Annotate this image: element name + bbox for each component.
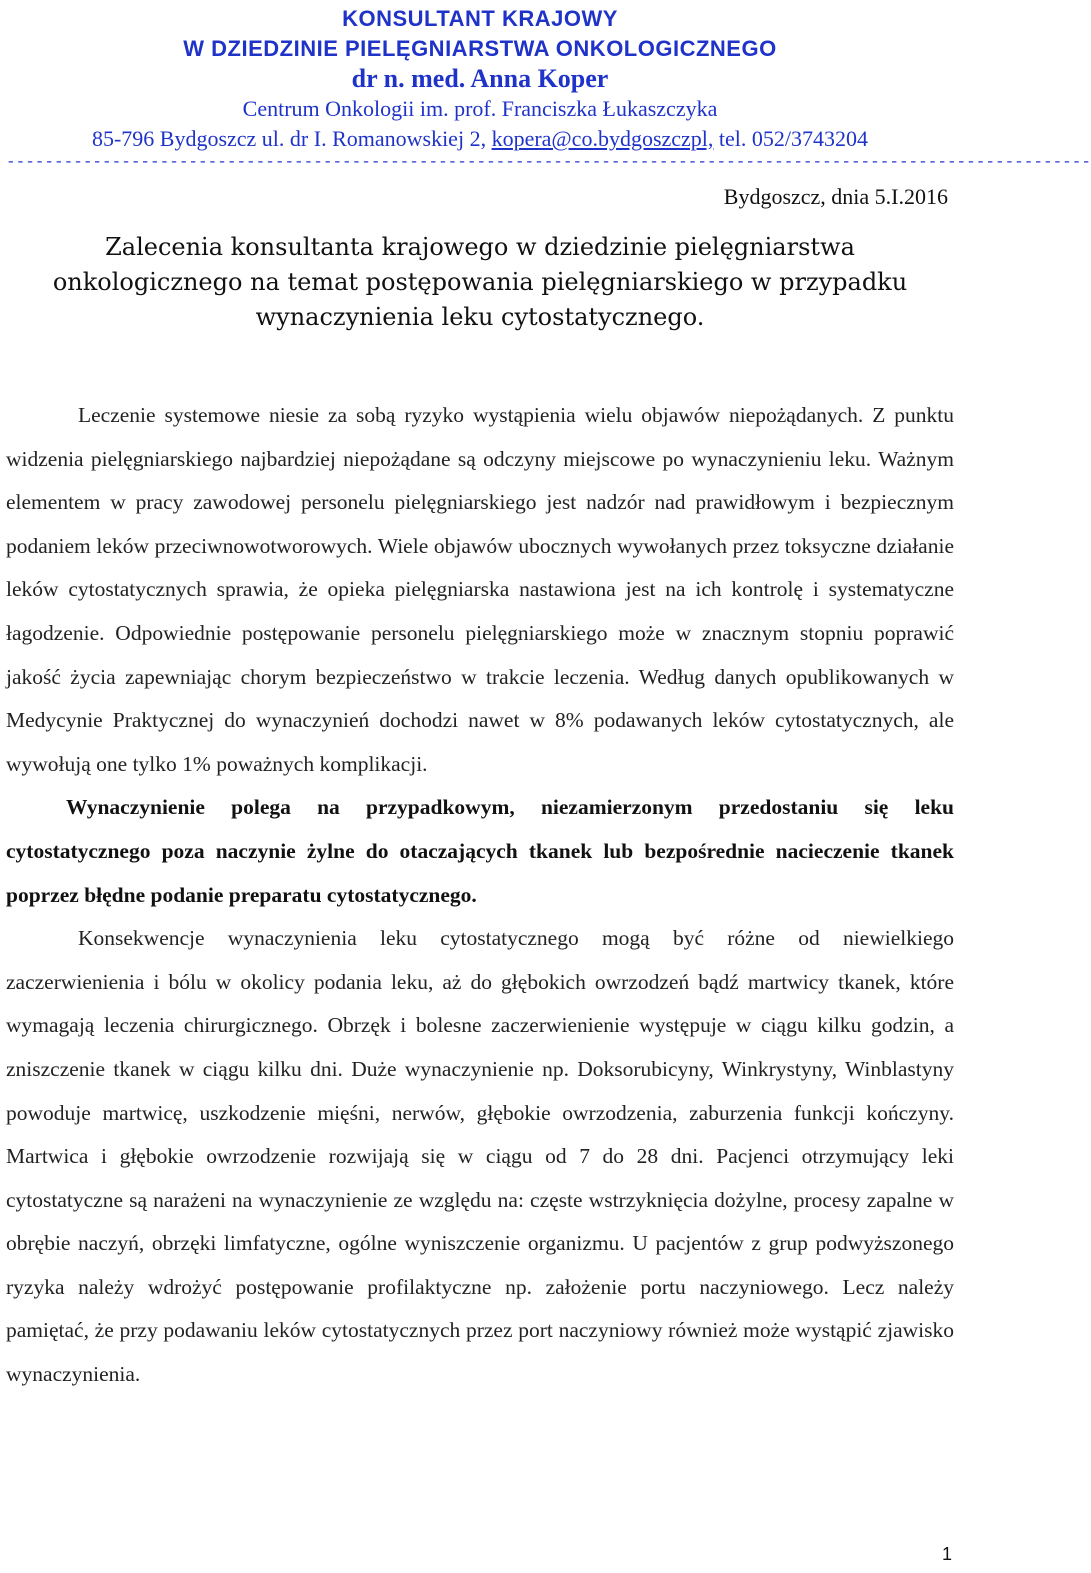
title-line: Zalecenia konsultanta krajowego w dziedzinie pielęgniarstwa (105, 233, 855, 261)
email-link[interactable]: kopera@co.bydgoszczpl, (491, 126, 714, 151)
consultant-field: W DZIEDZINIE PIELĘGNIARSTWA ONKOLOGICZNEGO (183, 36, 777, 61)
title-line: wynaczynienia leku cytostatycznego. (255, 303, 705, 331)
author-name: dr n. med. Anna Koper (351, 64, 609, 93)
page-number: 1 (941, 1544, 952, 1564)
phone: tel. 052/3743204 (718, 126, 869, 151)
separator-line: ----------------------------------------------------------------------------------------------------------------- (6, 153, 1091, 171)
document-title (0, 230, 960, 335)
paragraph-consequences: Konsekwencje wynaczynienia leku cytostatycznego mogą być różne od niewielkiego zaczerwienienia i bólu w okolicy podania leku, aż do głębokich owrzodzeń bądź martwicy tkanek, które wymagają leczenia chirurgicznego. Obrzęk i bolesne zaczerwienienie występuje w ciągu kilku godzin, a zniszczenie tkanek w ciągu kilku dni. Duże wynaczynienie np. Doksorubicyny, Winkrystyny, Winblastyny powoduje martwicę, uszkodzenie mięśni, nerwów, głębokie owrzodzenia, zaburzenia funkcji kończyny. Martwica i głębokie owrzodzenie rozwijają się w ciągu od 7 do 28 dni. Pacjenci otrzymujący leki cytostatyczne są narażeni na wynaczynienie ze względu na: częste wstrzyknięcia dożylne, procesy zapalne w obrębie naczyń, obrzęki limfatyczne, ogólne wyniszczenie organizmu. U pacjentów z grup podwyższonego ryzyka należy wdrożyć postępowanie profilaktyczne np. założenie portu naczyniowego. Lecz należy pamiętać, że przy podawaniu leków cytostatycznych przez port naczyniowy również może wystąpić zjawisko wynaczynienia. (6, 926, 954, 1387)
paragraph-intro: Leczenie systemowe niesie za sobą ryzyko wystąpienia wielu objawów niepożądanych. Z punktu widzenia pielęgniarskiego najbardziej niepożądane są odczyny miejscowe po wynaczynieniu leku. Ważnym elementem w pracy zawodowej personelu pielęgniarskiego jest nadzór nad prawidłowym i bezpiecznym podaniem leków przeciwnowotworowych. Wiele objawów ubocznych wywołanych przez toksyczne działanie leków cytostatycznych sprawia, że opieka pielęgniarska nastawiona jest na ich kontrolę i systematyczne łagodzenie. Odpowiednie postępowanie personelu pielęgniarskiego może w znacznym stopniu poprawić jakość życia zapewniając chorym bezpieczeństwo w trakcie leczenia. Według danych opublikowanych w Medycynie Praktycznej do wynaczynień dochodzi nawet w 8% podawanych leków cytostatycznych, ale wywołują one tylko 1% poważnych komplikacji. (6, 403, 954, 776)
document-date: Bydgoszcz, dnia 5.I.2016 (723, 184, 948, 209)
title-line: onkologicznego na temat postępowania pielęgniarskiego w przypadku (52, 268, 908, 296)
contact-line (0, 124, 960, 154)
consultant-title: KONSULTANT KRAJOWY (342, 6, 618, 31)
paragraph-definition: Wynaczynienie polega na przypadkowym, niezamierzonym przedostaniu się leku cytostatycznego poza naczynie żylne do otaczających tkanek lub bezpośrednie nacieczenie tkanek poprzez błędne podanie preparatu cytostatycznego. (6, 795, 954, 907)
address: 85-796 Bydgoszcz ul. dr I. Romanowskiej 2, (91, 126, 487, 151)
letterhead (0, 4, 960, 154)
document-body (6, 394, 954, 1397)
organization: Centrum Onkologii im. prof. Franciszka Łukaszczyka (242, 96, 718, 121)
